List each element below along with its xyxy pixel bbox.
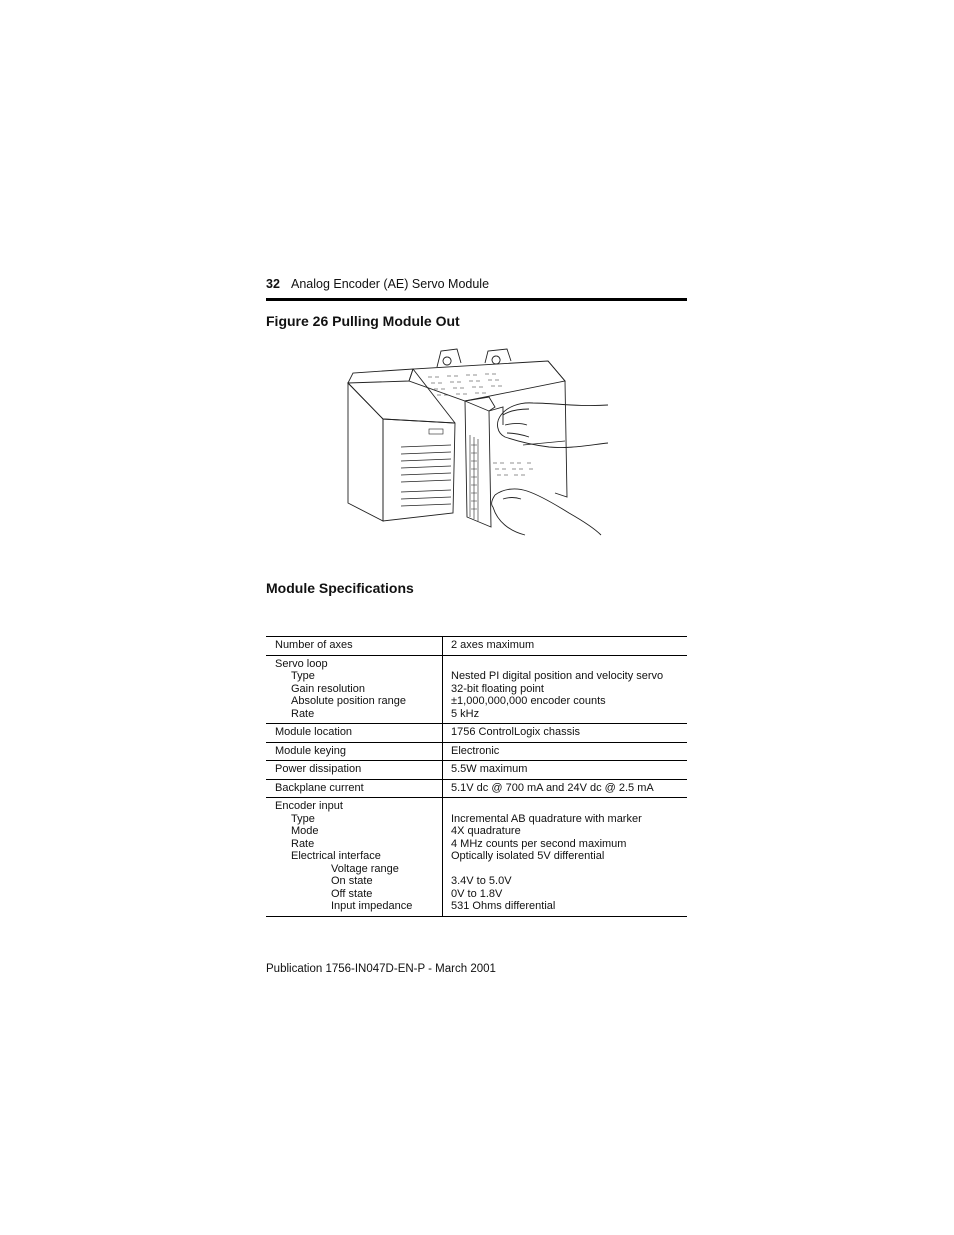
figure-caption: Figure 26 Pulling Module Out	[266, 313, 460, 329]
spec-label-cell	[266, 655, 443, 724]
table-row	[266, 655, 687, 724]
spec-label: Servo loop	[275, 657, 328, 670]
spec-subsublabel: Input impedance	[331, 900, 413, 912]
table-row	[266, 761, 687, 780]
spec-value: 5.1V dc @ 700 mA and 24V dc @ 2.5 mA	[451, 781, 654, 794]
spec-label-cell	[266, 742, 443, 761]
spec-subsublabel: Off state	[331, 887, 373, 900]
spec-subsublabel: Voltage range	[331, 862, 399, 875]
spec-sublabel: Rate	[291, 837, 315, 850]
spec-sublabel: Type	[291, 812, 315, 825]
spec-label-cell	[266, 637, 443, 656]
table-row	[266, 779, 687, 798]
spec-sublabel: Electrical interface	[291, 850, 381, 862]
spec-value: 1756 ControlLogix chassis	[451, 726, 581, 738]
spec-value-cell	[443, 637, 688, 656]
spec-sublabel: Mode	[291, 825, 319, 837]
spec-value: 32-bit floating point	[451, 682, 544, 695]
spec-value: Optically isolated 5V differential	[451, 850, 605, 862]
spec-label: Encoder input	[275, 800, 343, 812]
spec-value-cell	[443, 742, 688, 761]
spec-label: Power dissipation	[275, 763, 362, 775]
spec-value: 3.4V to 5.0V	[451, 875, 512, 887]
spec-value-cell	[443, 761, 688, 780]
spec-value-cell	[443, 779, 688, 798]
spec-sublabel: Type	[291, 670, 315, 682]
spec-value-spacer	[451, 658, 687, 671]
page-header	[266, 276, 687, 300]
spec-label: Module location	[275, 726, 353, 738]
spec-value: 5.5W maximum	[451, 763, 528, 775]
spec-value: 2 axes maximum	[451, 639, 535, 651]
section-heading: Module Specifications	[266, 580, 414, 596]
spec-sublabel: Rate	[291, 707, 315, 720]
spec-value: Nested PI digital position and velocity servo	[451, 670, 664, 682]
spec-label: Number of axes	[275, 639, 353, 651]
spec-value-cell	[443, 655, 688, 724]
spec-value-spacer	[451, 863, 687, 876]
table-row	[266, 742, 687, 761]
table-row	[266, 798, 687, 917]
spec-label: Backplane current	[275, 781, 364, 794]
header-rule	[266, 298, 687, 301]
spec-label: Module keying	[275, 744, 346, 757]
spec-value-cell	[443, 724, 688, 743]
spec-value: 531 Ohms differential	[451, 900, 556, 912]
spec-sublabel: Gain resolution	[291, 682, 365, 695]
spec-label-cell	[266, 724, 443, 743]
module-removal-illustration	[343, 345, 608, 540]
running-title: Analog Encoder (AE) Servo Module	[291, 277, 490, 291]
spec-value-cell	[443, 798, 688, 917]
spec-value: 4 MHz counts per second maximum	[451, 837, 627, 850]
publication-footer: Publication 1756-IN047D-EN-P - March 2001	[266, 963, 496, 975]
spec-value: 0V to 1.8V	[451, 887, 503, 900]
spec-value: Incremental AB quadrature with marker	[451, 812, 642, 825]
table-row	[266, 724, 687, 743]
spec-label-cell	[266, 761, 443, 780]
spec-subsublabel: On state	[331, 875, 373, 887]
spec-value-spacer	[451, 800, 687, 813]
table-row	[266, 637, 687, 656]
spec-value: Electronic	[451, 744, 500, 757]
page-number: 32	[266, 277, 280, 291]
spec-label-cell	[266, 779, 443, 798]
spec-sublabel: Absolute position range	[291, 695, 406, 707]
spec-label-cell	[266, 798, 443, 917]
spec-value: ±1,000,000,000 encoder counts	[451, 695, 606, 707]
specifications-table	[266, 636, 687, 917]
spec-value: 5 kHz	[451, 707, 480, 720]
spec-value: 4X quadrature	[451, 825, 521, 837]
